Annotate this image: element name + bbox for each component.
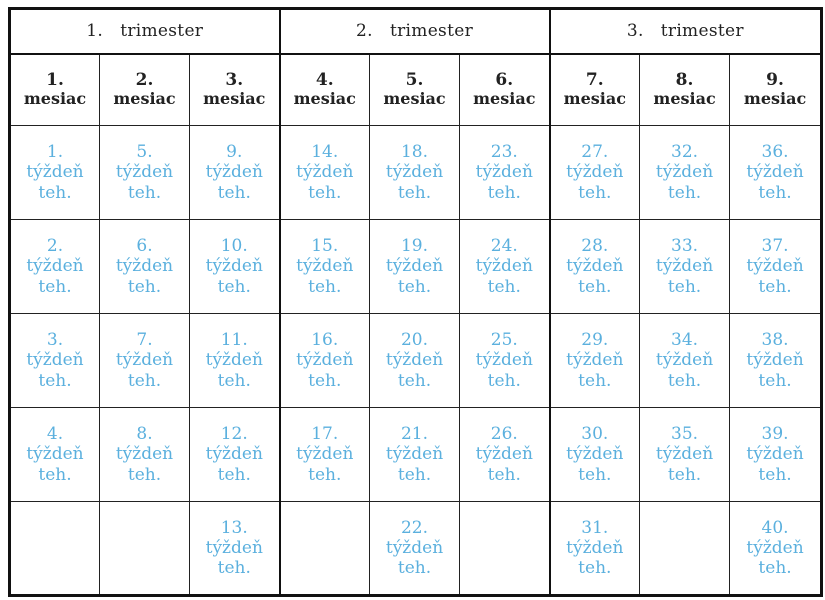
week-word: týždeň xyxy=(385,350,444,371)
week-suffix: teh. xyxy=(217,182,251,203)
week-number: 34. xyxy=(671,330,699,351)
month-header xyxy=(280,54,370,126)
week-word: týždeň xyxy=(205,256,263,277)
week-suffix: teh. xyxy=(217,370,251,391)
week-number: 29. xyxy=(581,330,609,351)
week-suffix: teh. xyxy=(667,276,702,297)
week-word: týždeň xyxy=(385,162,444,183)
week-number: 18. xyxy=(400,142,429,163)
week-number: 14. xyxy=(311,142,339,163)
month-number: 8. xyxy=(675,70,694,91)
week-word: týždeň xyxy=(746,350,804,371)
pregnancy-calendar-table xyxy=(8,7,823,597)
week-word: týždeň xyxy=(26,256,84,277)
week-suffix: teh. xyxy=(397,182,432,203)
month-header xyxy=(190,54,280,126)
week-word: týždeň xyxy=(655,256,714,277)
week-suffix: teh. xyxy=(217,276,251,297)
week-word: týždeň xyxy=(475,162,533,183)
empty-cell xyxy=(280,502,370,596)
week-cell xyxy=(550,408,640,502)
week-cell xyxy=(370,408,460,502)
week-suffix: teh. xyxy=(308,276,342,297)
week-number: 39. xyxy=(761,424,789,445)
week-word: týždeň xyxy=(115,350,174,371)
week-word: týždeň xyxy=(385,537,444,558)
week-cell xyxy=(190,408,280,502)
week-word: týždeň xyxy=(566,162,624,183)
week-number: 4. xyxy=(46,424,64,445)
week-suffix: teh. xyxy=(127,464,162,485)
week-word: týždeň xyxy=(205,444,263,465)
month-number: 4. xyxy=(315,70,334,91)
week-number: 6. xyxy=(136,236,153,257)
week-word: týždeň xyxy=(115,444,174,465)
week-suffix: teh. xyxy=(127,182,162,203)
week-cell xyxy=(370,314,460,408)
week-cell xyxy=(550,502,640,596)
week-number: 40. xyxy=(761,517,789,538)
week-suffix: teh. xyxy=(487,464,521,485)
week-cell xyxy=(370,502,460,596)
month-label: mesiac xyxy=(293,89,356,109)
week-number: 15. xyxy=(311,236,339,257)
week-cell xyxy=(190,220,280,314)
month-header xyxy=(10,54,100,126)
week-number: 2. xyxy=(46,236,64,257)
week-number: 12. xyxy=(220,424,248,445)
week-number: 9. xyxy=(226,142,243,163)
week-word: týždeň xyxy=(296,162,354,183)
week-cell xyxy=(730,502,822,596)
week-suffix: teh. xyxy=(397,464,432,485)
month-number: 5. xyxy=(405,70,424,91)
week-number: 28. xyxy=(581,236,609,257)
week-number: 16. xyxy=(311,330,339,351)
week-cell xyxy=(190,314,280,408)
month-label: mesiac xyxy=(383,89,446,109)
week-word: týždeň xyxy=(746,444,804,465)
week-cell xyxy=(460,126,550,220)
week-number: 13. xyxy=(220,517,248,538)
week-number: 26. xyxy=(490,424,518,445)
week-suffix: teh. xyxy=(38,370,72,391)
week-word: týždeň xyxy=(746,256,804,277)
week-cell xyxy=(190,502,280,596)
week-suffix: teh. xyxy=(578,464,612,485)
month-header xyxy=(730,54,822,126)
week-number: 22. xyxy=(400,517,429,538)
week-number: 17. xyxy=(311,424,339,445)
week-cell xyxy=(100,314,190,408)
week-suffix: teh. xyxy=(397,370,432,391)
week-suffix: teh. xyxy=(308,464,342,485)
week-suffix: teh. xyxy=(667,370,702,391)
week-cell xyxy=(460,220,550,314)
week-word: týždeň xyxy=(566,350,624,371)
week-number: 1. xyxy=(46,142,64,163)
week-number: 38. xyxy=(761,330,789,351)
week-word: týždeň xyxy=(475,350,533,371)
week-suffix: teh. xyxy=(397,276,432,297)
week-suffix: teh. xyxy=(578,370,612,391)
week-cell xyxy=(100,408,190,502)
week-cell xyxy=(640,314,730,408)
week-cell xyxy=(640,126,730,220)
month-number: 3. xyxy=(225,70,244,91)
month-number: 7. xyxy=(585,70,604,91)
week-word: týždeň xyxy=(296,444,354,465)
month-header xyxy=(550,54,640,126)
week-cell xyxy=(550,314,640,408)
week-cell xyxy=(100,126,190,220)
week-number: 24. xyxy=(490,236,518,257)
week-word: týždeň xyxy=(296,256,354,277)
week-suffix: teh. xyxy=(578,182,612,203)
week-cell xyxy=(640,408,730,502)
week-suffix: teh. xyxy=(667,182,702,203)
week-suffix: teh. xyxy=(308,182,342,203)
empty-cell xyxy=(10,502,100,596)
week-number: 30. xyxy=(581,424,609,445)
week-suffix: teh. xyxy=(487,276,521,297)
week-number: 37. xyxy=(761,236,789,257)
week-suffix: teh. xyxy=(217,558,251,579)
month-header-row xyxy=(10,54,822,126)
month-label: mesiac xyxy=(203,89,266,109)
week-cell xyxy=(280,126,370,220)
week-word: týždeň xyxy=(475,256,533,277)
month-number: 6. xyxy=(495,70,514,91)
trimester-header: 2. trimester xyxy=(280,9,550,54)
month-label: mesiac xyxy=(653,89,716,109)
empty-cell xyxy=(100,502,190,596)
week-suffix: teh. xyxy=(667,464,702,485)
week-number: 27. xyxy=(581,142,609,163)
week-number: 20. xyxy=(400,330,429,351)
week-cell xyxy=(280,314,370,408)
week-cell xyxy=(280,220,370,314)
week-suffix: teh. xyxy=(487,182,521,203)
month-label: mesiac xyxy=(563,89,626,109)
week-suffix: teh. xyxy=(127,276,162,297)
week-suffix: teh. xyxy=(38,276,72,297)
week-cell xyxy=(730,408,822,502)
week-cell xyxy=(10,126,100,220)
week-number: 3. xyxy=(46,330,64,351)
week-number: 10. xyxy=(220,236,248,257)
week-row xyxy=(10,314,822,408)
week-suffix: teh. xyxy=(217,464,251,485)
week-row xyxy=(10,126,822,220)
week-number: 5. xyxy=(136,142,153,163)
week-cell xyxy=(640,220,730,314)
week-cell xyxy=(280,408,370,502)
month-number: 1. xyxy=(46,70,64,91)
week-row xyxy=(10,408,822,502)
week-number: 8. xyxy=(136,424,153,445)
trimester-header: 1. trimester xyxy=(10,9,280,54)
week-number: 32. xyxy=(671,142,699,163)
trimester-header-row xyxy=(10,9,822,54)
week-suffix: teh. xyxy=(578,276,612,297)
week-cell xyxy=(100,220,190,314)
week-cell xyxy=(550,126,640,220)
week-word: týždeň xyxy=(566,444,624,465)
empty-cell xyxy=(640,502,730,596)
week-word: týždeň xyxy=(746,162,804,183)
week-cell xyxy=(190,126,280,220)
week-suffix: teh. xyxy=(487,370,521,391)
week-word: týždeň xyxy=(746,537,804,558)
week-word: týždeň xyxy=(115,256,174,277)
week-suffix: teh. xyxy=(578,558,612,579)
week-cell xyxy=(370,126,460,220)
week-word: týždeň xyxy=(385,256,444,277)
week-row xyxy=(10,502,822,596)
week-cell xyxy=(460,408,550,502)
week-word: týždeň xyxy=(655,350,714,371)
week-number: 7. xyxy=(136,330,153,351)
week-word: týždeň xyxy=(655,444,714,465)
week-cell xyxy=(10,408,100,502)
week-suffix: teh. xyxy=(38,182,72,203)
week-number: 25. xyxy=(490,330,518,351)
week-word: týždeň xyxy=(26,444,84,465)
week-number: 11. xyxy=(220,330,248,351)
week-suffix: teh. xyxy=(308,370,342,391)
week-word: týždeň xyxy=(26,350,84,371)
week-cell xyxy=(550,220,640,314)
week-word: týždeň xyxy=(205,537,263,558)
month-header xyxy=(100,54,190,126)
week-word: týždeň xyxy=(566,256,624,277)
week-cell xyxy=(10,314,100,408)
week-grid xyxy=(10,126,822,596)
week-suffix: teh. xyxy=(397,558,432,579)
month-label: mesiac xyxy=(113,89,176,109)
week-suffix: teh. xyxy=(758,370,792,391)
week-row xyxy=(10,220,822,314)
week-cell xyxy=(730,126,822,220)
week-suffix: teh. xyxy=(758,276,792,297)
week-suffix: teh. xyxy=(127,370,162,391)
week-number: 31. xyxy=(581,517,609,538)
trimester-header: 3. trimester xyxy=(550,9,822,54)
week-word: týždeň xyxy=(115,162,174,183)
week-number: 19. xyxy=(400,236,429,257)
week-number: 35. xyxy=(671,424,699,445)
week-cell xyxy=(730,220,822,314)
week-number: 21. xyxy=(400,424,429,445)
week-number: 36. xyxy=(761,142,789,163)
week-suffix: teh. xyxy=(758,558,792,579)
week-suffix: teh. xyxy=(758,464,792,485)
month-label: mesiac xyxy=(473,89,536,109)
week-suffix: teh. xyxy=(38,464,72,485)
month-number: 2. xyxy=(135,70,154,91)
week-cell xyxy=(730,314,822,408)
month-number: 9. xyxy=(766,70,784,91)
week-cell xyxy=(370,220,460,314)
week-word: týždeň xyxy=(205,350,263,371)
week-word: týždeň xyxy=(296,350,354,371)
month-label: mesiac xyxy=(23,89,87,109)
month-header xyxy=(460,54,550,126)
week-number: 23. xyxy=(490,142,518,163)
week-word: týždeň xyxy=(385,444,444,465)
week-word: týždeň xyxy=(566,537,624,558)
month-label: mesiac xyxy=(743,89,807,109)
week-suffix: teh. xyxy=(758,182,792,203)
week-word: týždeň xyxy=(205,162,263,183)
month-header xyxy=(370,54,460,126)
week-word: týždeň xyxy=(26,162,84,183)
week-cell xyxy=(460,314,550,408)
week-number: 33. xyxy=(671,236,699,257)
week-word: týždeň xyxy=(655,162,714,183)
week-word: týždeň xyxy=(475,444,533,465)
month-header xyxy=(640,54,730,126)
week-cell xyxy=(10,220,100,314)
empty-cell xyxy=(460,502,550,596)
